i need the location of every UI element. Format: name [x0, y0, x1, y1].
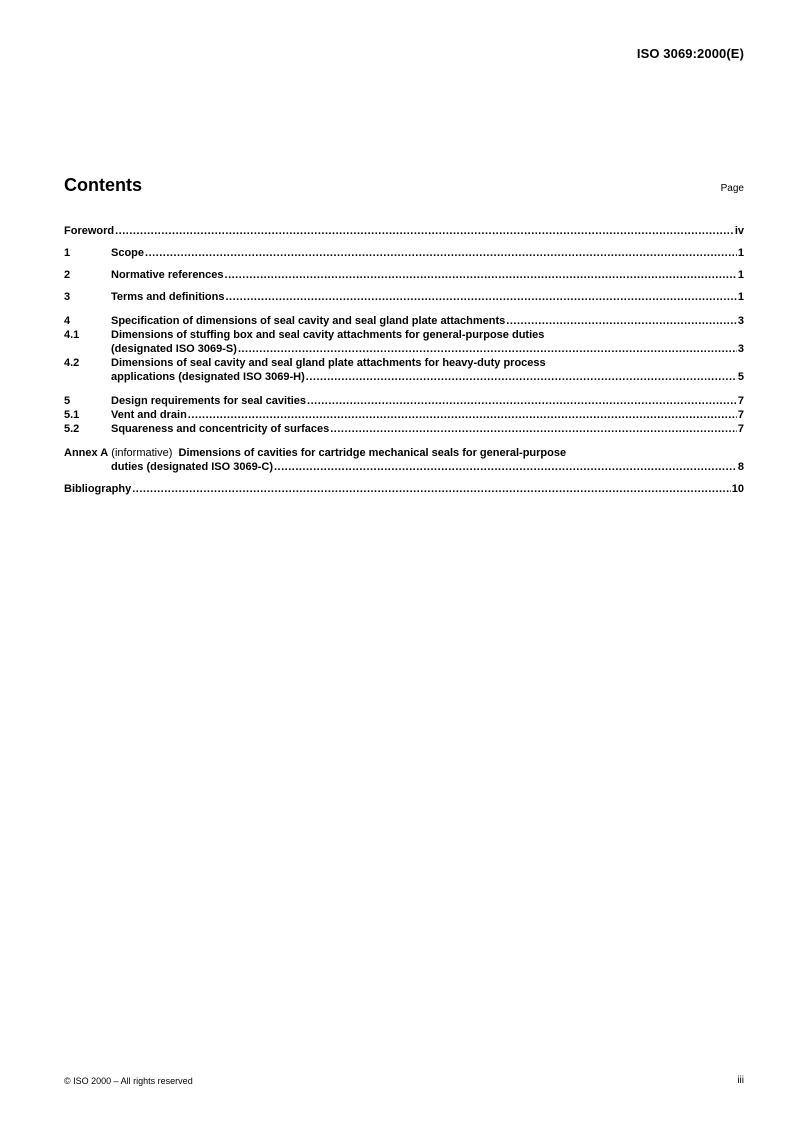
toc-page-number: 7 — [737, 409, 744, 421]
toc-page-number: 1 — [737, 269, 744, 281]
toc-page-number: 8 — [737, 461, 744, 473]
toc-page-number: 7 — [737, 423, 744, 435]
toc-entry-title: Scope — [111, 247, 145, 259]
toc-page-number: 3 — [737, 343, 744, 355]
document-id: ISO 3069:2000(E) — [636, 46, 744, 61]
toc-entry-title-line-2: applications (designated ISO 3069-H) — [111, 371, 305, 383]
dot-leader — [330, 422, 737, 436]
toc-entry-bibliography[interactable] — [64, 482, 744, 496]
toc-entry-normative-references[interactable] — [64, 268, 744, 282]
toc-entry-title: Specification of dimensions of seal cavity and seal gland plate attachments — [111, 315, 506, 327]
toc-page-number: 7 — [737, 395, 744, 407]
toc-section-number: 3 — [64, 291, 71, 303]
dot-leader — [132, 482, 731, 496]
toc-entry-squareness-and-concentricity[interactable] — [64, 422, 744, 436]
toc-page-number: 1 — [737, 291, 744, 303]
toc-section-number: 5.2 — [64, 423, 80, 435]
toc-entry-title-line-1: Dimensions of cavities for cartridge mechanical seals for general-purpose — [178, 447, 567, 459]
annex-label: Annex A — [64, 447, 109, 459]
toc-entry-title: Squareness and concentricity of surfaces — [111, 423, 330, 435]
toc-entry-heavy-duty-dimensions[interactable] — [64, 356, 744, 384]
toc-entry-title-line-1: Dimensions of stuffing box and seal cavity attachments for general-purpose duties — [111, 329, 545, 341]
page-number: iii — [737, 1075, 744, 1086]
toc-section-number: 4.2 — [64, 357, 80, 369]
dot-leader — [225, 268, 737, 282]
dot-leader — [145, 246, 737, 260]
toc-section-number: 1 — [64, 247, 71, 259]
toc-entry-title: Design requirements for seal cavities — [111, 395, 307, 407]
annex-kind: (informative) — [111, 447, 173, 459]
toc-entry-vent-and-drain[interactable] — [64, 408, 744, 422]
dot-leader — [115, 224, 734, 238]
dot-leader — [306, 370, 737, 384]
copyright-notice: © ISO 2000 – All rights reserved — [64, 1076, 193, 1086]
page-column-label: Page — [720, 183, 744, 194]
toc-entry-title-line-1: Dimensions of seal cavity and seal gland plate attachments for heavy-duty process — [111, 357, 546, 369]
toc-section-number: 5.1 — [64, 409, 80, 421]
toc-section-number: 4 — [64, 315, 71, 327]
dot-leader — [307, 394, 737, 408]
toc-page-number: 3 — [737, 315, 744, 327]
toc-section-number: 5 — [64, 395, 71, 407]
toc-entry-title: Vent and drain — [111, 409, 187, 421]
toc-entry-title: Terms and definitions — [111, 291, 225, 303]
toc-entry-foreword[interactable] — [64, 224, 744, 238]
toc-entry-title: Normative references — [111, 269, 224, 281]
toc-page-number: 5 — [737, 371, 744, 383]
toc-page-number: iv — [734, 225, 744, 237]
dot-leader — [188, 408, 737, 422]
contents-heading: Contents — [64, 175, 142, 195]
toc-entry-stuffing-box-dimensions[interactable] — [64, 328, 744, 356]
toc-entry-title: Bibliography — [64, 483, 132, 495]
toc-entry-annex-a[interactable] — [64, 446, 744, 474]
toc-entry-terms-and-definitions[interactable] — [64, 290, 744, 304]
toc-page-number: 1 — [737, 247, 744, 259]
toc-entry-design-requirements[interactable] — [64, 394, 744, 408]
toc-section-number: 4.1 — [64, 329, 80, 341]
dot-leader — [238, 342, 737, 356]
dot-leader — [225, 290, 736, 304]
toc-entry-title-line-2: duties (designated ISO 3069-C) — [111, 461, 273, 473]
toc-section-number: 2 — [64, 269, 71, 281]
toc-entry-specification-of-dimensions[interactable] — [64, 314, 744, 328]
toc-page-number: 10 — [731, 483, 744, 495]
toc-entry-scope[interactable] — [64, 246, 744, 260]
table-of-contents — [64, 224, 744, 496]
dot-leader — [274, 460, 737, 474]
toc-entry-title-line-2: (designated ISO 3069-S) — [111, 343, 237, 355]
toc-entry-title: Foreword — [64, 225, 115, 237]
dot-leader — [506, 314, 737, 328]
